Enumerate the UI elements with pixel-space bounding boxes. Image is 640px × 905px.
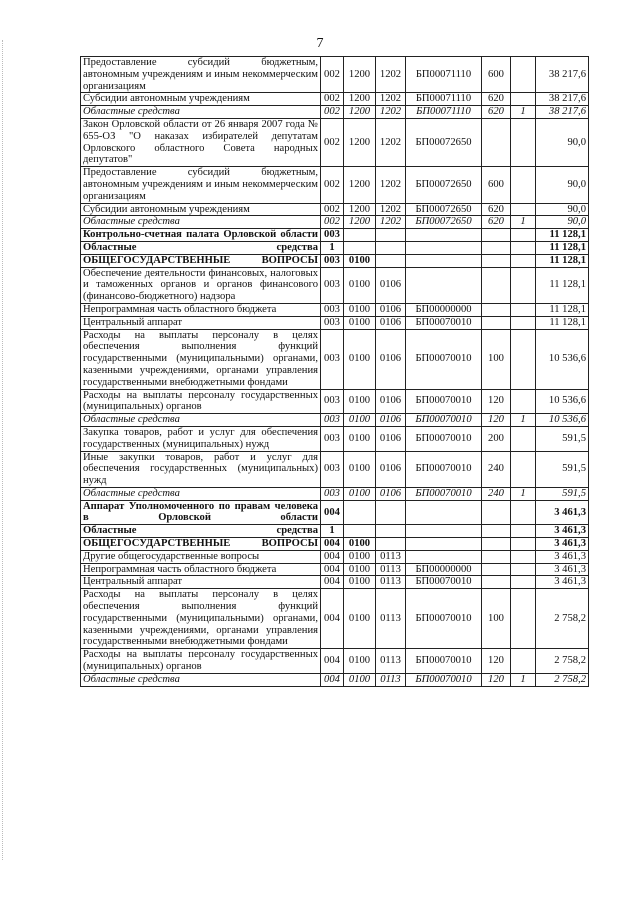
expense-type-code: 240 [482, 487, 511, 500]
amount: 3 461,3 [536, 576, 589, 589]
expense-item-name: Обеспечение деятельности финансовых, налоговых и таможенных органов и органов финансового (финансово-бюджетного) надзора [81, 267, 321, 303]
subsection-code: 0113 [376, 550, 406, 563]
department-code: 003 [321, 254, 344, 267]
expense-type-code [482, 316, 511, 329]
section-code: 1200 [344, 167, 376, 203]
expense-item-name: Областные средства [81, 673, 321, 686]
table-row [81, 389, 589, 414]
target-article-code [406, 254, 482, 267]
table-row [81, 316, 589, 329]
amount: 591,5 [536, 487, 589, 500]
funding-source-code [511, 576, 536, 589]
funding-source-code [511, 303, 536, 316]
amount: 90,0 [536, 167, 589, 203]
expense-type-code: 100 [482, 589, 511, 649]
expense-item-name: ОБЩЕГОСУДАРСТВЕННЫЕ ВОПРОСЫ [81, 538, 321, 551]
expense-item-name: Субсидии автономным учреждениям [81, 93, 321, 106]
funding-source-code [511, 203, 536, 216]
target-article-code: БП00072650 [406, 203, 482, 216]
expense-type-code: 200 [482, 426, 511, 451]
section-code: 0100 [344, 538, 376, 551]
table-row [81, 203, 589, 216]
subsection-code: 0113 [376, 576, 406, 589]
target-article-code [406, 538, 482, 551]
subsection-code: 0106 [376, 389, 406, 414]
department-code: 004 [321, 673, 344, 686]
table-row [81, 267, 589, 303]
amount: 90,0 [536, 216, 589, 229]
table-row [81, 487, 589, 500]
department-code: 002 [321, 203, 344, 216]
funding-source-code [511, 389, 536, 414]
expense-type-code [482, 525, 511, 538]
section-code: 0100 [344, 267, 376, 303]
target-article-code: БП00072650 [406, 167, 482, 203]
amount: 90,0 [536, 203, 589, 216]
expense-item-name: Областные средства [81, 525, 321, 538]
target-article-code [406, 241, 482, 254]
funding-source-code: 1 [511, 673, 536, 686]
subsection-code: 0113 [376, 673, 406, 686]
department-code: 004 [321, 563, 344, 576]
table-row [81, 500, 589, 525]
funding-source-code [511, 451, 536, 487]
expense-item-name: Областные средства [81, 216, 321, 229]
amount: 38 217,6 [536, 106, 589, 119]
department-code: 003 [321, 389, 344, 414]
table-row [81, 649, 589, 674]
table-row [81, 563, 589, 576]
expense-item-name: Контрольно-счетная палата Орловской области [81, 229, 321, 242]
expense-item-name: Закупка товаров, работ и услуг для обеспечения государственных (муниципальных) нужд [81, 426, 321, 451]
table-row [81, 254, 589, 267]
subsection-code [376, 241, 406, 254]
section-code: 1200 [344, 93, 376, 106]
department-code: 003 [321, 316, 344, 329]
funding-source-code: 1 [511, 106, 536, 119]
amount: 3 461,3 [536, 563, 589, 576]
section-code [344, 525, 376, 538]
expense-item-name: Закон Орловской области от 26 января 2007 года № 655-ОЗ "О наказах избирателей депутатам Орловского областного Совета народных депутатов" [81, 118, 321, 166]
amount: 10 536,6 [536, 389, 589, 414]
expense-type-code [482, 538, 511, 551]
section-code: 0100 [344, 303, 376, 316]
table-row [81, 589, 589, 649]
table-row [81, 57, 589, 93]
table-row [81, 329, 589, 389]
expense-item-name: Непрограммная часть областного бюджета [81, 303, 321, 316]
subsection-code: 0106 [376, 267, 406, 303]
subsection-code: 0106 [376, 487, 406, 500]
funding-source-code [511, 254, 536, 267]
amount: 90,0 [536, 118, 589, 166]
expense-type-code: 600 [482, 57, 511, 93]
department-code: 004 [321, 500, 344, 525]
section-code: 0100 [344, 329, 376, 389]
amount: 2 758,2 [536, 673, 589, 686]
department-code: 003 [321, 414, 344, 427]
table-row [81, 426, 589, 451]
table-row [81, 673, 589, 686]
table-row [81, 451, 589, 487]
funding-source-code [511, 57, 536, 93]
funding-source-code [511, 316, 536, 329]
amount: 2 758,2 [536, 589, 589, 649]
subsection-code: 1202 [376, 57, 406, 93]
section-code: 0100 [344, 426, 376, 451]
department-code: 003 [321, 426, 344, 451]
amount: 38 217,6 [536, 93, 589, 106]
funding-source-code [511, 550, 536, 563]
expense-type-code [482, 241, 511, 254]
section-code: 0100 [344, 316, 376, 329]
target-article-code: БП00070010 [406, 389, 482, 414]
amount: 11 128,1 [536, 316, 589, 329]
section-code: 1200 [344, 216, 376, 229]
target-article-code [406, 525, 482, 538]
expense-type-code: 620 [482, 203, 511, 216]
funding-source-code [511, 329, 536, 389]
department-code: 004 [321, 538, 344, 551]
subsection-code: 0106 [376, 451, 406, 487]
department-code: 004 [321, 576, 344, 589]
expense-type-code: 620 [482, 216, 511, 229]
amount: 11 128,1 [536, 267, 589, 303]
expense-type-code: 120 [482, 673, 511, 686]
expense-item-name: Аппарат Уполномоченного по правам человека в Орловской области [81, 500, 321, 525]
expense-item-name: Предоставление субсидий бюджетным, автономным учреждениям и иным некоммерческим организациям [81, 167, 321, 203]
section-code: 0100 [344, 451, 376, 487]
department-code: 002 [321, 216, 344, 229]
expense-item-name: Расходы на выплаты персоналу в целях обеспечения выполнения функций государственными (муниципальными) органами, казенными учреждениями, органами управления государственными внебюджетными фондами [81, 329, 321, 389]
department-code: 003 [321, 451, 344, 487]
funding-source-code [511, 525, 536, 538]
funding-source-code [511, 500, 536, 525]
expense-item-name: Центральный аппарат [81, 316, 321, 329]
amount: 10 536,6 [536, 414, 589, 427]
section-code: 1200 [344, 118, 376, 166]
table-row [81, 229, 589, 242]
target-article-code: БП00072650 [406, 118, 482, 166]
subsection-code [376, 500, 406, 525]
expense-item-name: Непрограммная часть областного бюджета [81, 563, 321, 576]
subsection-code: 0113 [376, 563, 406, 576]
expense-item-name: Субсидии автономным учреждениям [81, 203, 321, 216]
page-number: 7 [316, 36, 324, 51]
funding-source-code: 1 [511, 216, 536, 229]
expense-item-name: Областные средства [81, 106, 321, 119]
target-article-code: БП00070010 [406, 451, 482, 487]
amount: 38 217,6 [536, 57, 589, 93]
department-code: 003 [321, 329, 344, 389]
funding-source-code [511, 229, 536, 242]
subsection-code: 0106 [376, 329, 406, 389]
funding-source-code [511, 538, 536, 551]
target-article-code: БП00070010 [406, 649, 482, 674]
amount: 11 128,1 [536, 241, 589, 254]
expense-type-code: 620 [482, 106, 511, 119]
section-code: 1200 [344, 106, 376, 119]
expense-item-name: Областные средства [81, 487, 321, 500]
subsection-code: 0113 [376, 589, 406, 649]
target-article-code [406, 229, 482, 242]
department-code: 003 [321, 303, 344, 316]
subsection-code: 0106 [376, 426, 406, 451]
expense-item-name: Областные средства [81, 414, 321, 427]
subsection-code [376, 525, 406, 538]
section-code: 0100 [344, 576, 376, 589]
section-code: 0100 [344, 487, 376, 500]
section-code: 0100 [344, 550, 376, 563]
department-code: 003 [321, 267, 344, 303]
department-code: 002 [321, 167, 344, 203]
expense-type-code [482, 254, 511, 267]
subsection-code: 1202 [376, 118, 406, 166]
target-article-code: БП00070010 [406, 316, 482, 329]
target-article-code [406, 267, 482, 303]
subsection-code [376, 538, 406, 551]
section-code: 0100 [344, 254, 376, 267]
expense-item-name: Расходы на выплаты персоналу государственных (муниципальных) органов [81, 649, 321, 674]
amount: 2 758,2 [536, 649, 589, 674]
target-article-code: БП00070010 [406, 329, 482, 389]
subsection-code: 1202 [376, 106, 406, 119]
table-row [81, 550, 589, 563]
expense-type-code [482, 550, 511, 563]
expense-type-code [482, 500, 511, 525]
department-code: 1 [321, 525, 344, 538]
amount: 3 461,3 [536, 525, 589, 538]
amount: 10 536,6 [536, 329, 589, 389]
target-article-code: БП00000000 [406, 563, 482, 576]
budget-table [80, 56, 589, 687]
subsection-code: 0106 [376, 316, 406, 329]
department-code: 003 [321, 229, 344, 242]
subsection-code: 0106 [376, 303, 406, 316]
target-article-code: БП00072650 [406, 216, 482, 229]
subsection-code: 1202 [376, 167, 406, 203]
table-row [81, 576, 589, 589]
section-code [344, 241, 376, 254]
expense-item-name: Расходы на выплаты персоналу государственных (муниципальных) органов [81, 389, 321, 414]
section-code [344, 500, 376, 525]
funding-source-code [511, 241, 536, 254]
expense-item-name: Иные закупки товаров, работ и услуг для обеспечения государственных (муниципальных) нужд [81, 451, 321, 487]
subsection-code: 1202 [376, 93, 406, 106]
section-code: 0100 [344, 389, 376, 414]
section-code [344, 229, 376, 242]
funding-source-code: 1 [511, 487, 536, 500]
department-code: 002 [321, 106, 344, 119]
section-code: 0100 [344, 649, 376, 674]
target-article-code [406, 550, 482, 563]
target-article-code: БП00070010 [406, 589, 482, 649]
funding-source-code [511, 167, 536, 203]
subsection-code [376, 229, 406, 242]
expense-item-name: Другие общегосударственные вопросы [81, 550, 321, 563]
expense-type-code: 620 [482, 93, 511, 106]
table-row [81, 525, 589, 538]
target-article-code: БП00071110 [406, 93, 482, 106]
target-article-code: БП00070010 [406, 426, 482, 451]
department-code: 004 [321, 550, 344, 563]
department-code: 002 [321, 93, 344, 106]
target-article-code: БП00071110 [406, 106, 482, 119]
amount: 3 461,3 [536, 500, 589, 525]
expense-item-name: Областные средства [81, 241, 321, 254]
amount: 3 461,3 [536, 550, 589, 563]
subsection-code: 0106 [376, 414, 406, 427]
expense-item-name: Расходы на выплаты персоналу в целях обеспечения выполнения функций государственными (муниципальными) органами, казенными учреждениями, органами управления государственными внебюджетными фондами [81, 589, 321, 649]
department-code: 003 [321, 487, 344, 500]
amount: 591,5 [536, 426, 589, 451]
expense-type-code: 600 [482, 167, 511, 203]
expense-item-name: Предоставление субсидий бюджетным, автономным учреждениям и иным некоммерческим организациям [81, 57, 321, 93]
amount: 3 461,3 [536, 538, 589, 551]
target-article-code [406, 500, 482, 525]
expense-type-code: 120 [482, 649, 511, 674]
section-code: 0100 [344, 673, 376, 686]
expense-type-code [482, 118, 511, 166]
expense-type-code: 120 [482, 389, 511, 414]
expense-type-code [482, 267, 511, 303]
table-row [81, 414, 589, 427]
table-row [81, 93, 589, 106]
funding-source-code [511, 589, 536, 649]
scan-edge [2, 40, 6, 860]
funding-source-code [511, 563, 536, 576]
target-article-code: БП00070010 [406, 487, 482, 500]
expense-item-name: ОБЩЕГОСУДАРСТВЕННЫЕ ВОПРОСЫ [81, 254, 321, 267]
funding-source-code: 1 [511, 414, 536, 427]
funding-source-code [511, 649, 536, 674]
department-code: 002 [321, 57, 344, 93]
subsection-code: 1202 [376, 216, 406, 229]
subsection-code: 0113 [376, 649, 406, 674]
amount: 11 128,1 [536, 303, 589, 316]
department-code: 1 [321, 241, 344, 254]
table-row [81, 538, 589, 551]
section-code: 1200 [344, 203, 376, 216]
funding-source-code [511, 93, 536, 106]
department-code: 004 [321, 649, 344, 674]
expense-type-code [482, 303, 511, 316]
table-row [81, 303, 589, 316]
expense-type-code: 100 [482, 329, 511, 389]
funding-source-code [511, 118, 536, 166]
target-article-code: БП00000000 [406, 303, 482, 316]
amount: 591,5 [536, 451, 589, 487]
amount: 11 128,1 [536, 229, 589, 242]
target-article-code: БП00071110 [406, 57, 482, 93]
funding-source-code [511, 426, 536, 451]
amount: 11 128,1 [536, 254, 589, 267]
subsection-code: 1202 [376, 203, 406, 216]
table-row [81, 216, 589, 229]
target-article-code: БП00070010 [406, 414, 482, 427]
table-row [81, 167, 589, 203]
department-code: 004 [321, 589, 344, 649]
expense-type-code: 240 [482, 451, 511, 487]
funding-source-code [511, 267, 536, 303]
expense-type-code [482, 563, 511, 576]
department-code: 002 [321, 118, 344, 166]
section-code: 0100 [344, 563, 376, 576]
table-row [81, 241, 589, 254]
section-code: 1200 [344, 57, 376, 93]
expense-item-name: Центральный аппарат [81, 576, 321, 589]
section-code: 0100 [344, 414, 376, 427]
target-article-code: БП00070010 [406, 673, 482, 686]
expense-type-code [482, 576, 511, 589]
target-article-code: БП00070010 [406, 576, 482, 589]
subsection-code [376, 254, 406, 267]
section-code: 0100 [344, 589, 376, 649]
table-row [81, 118, 589, 166]
expense-type-code: 120 [482, 414, 511, 427]
table-row [81, 106, 589, 119]
expense-type-code [482, 229, 511, 242]
